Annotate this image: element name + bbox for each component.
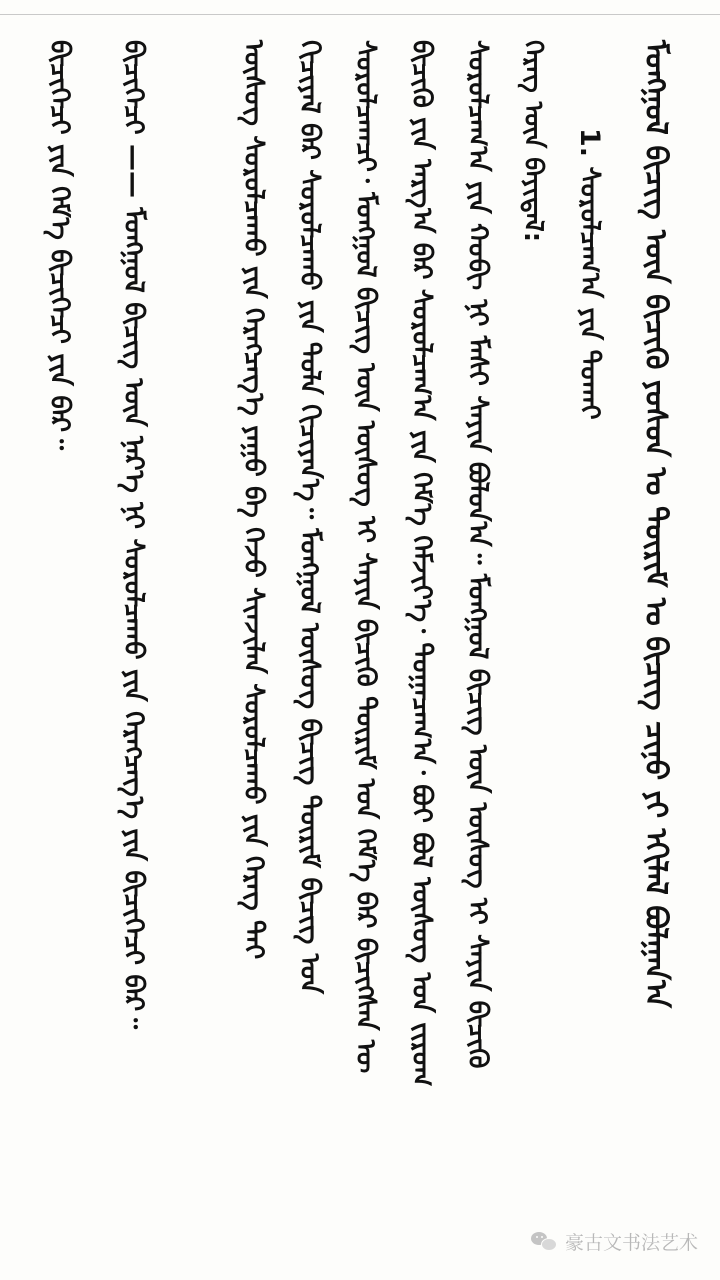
document-title: ᠮᠣᠩᠭᠣᠯ ᠪᠢᠴᠢᠭ ᠦᠨ ᠪᠢᠴᠢᠬᠦ ᠶᠣᠰᠣᠨ ᠤ ᠳᠦᠷᠢᠮ ᠤ ᠪᠢᠴᠢᠭ ᠴᠢᠨᠤ ᠶᠢ ᠡᠬᠢᠯᠡᠯ ᠪᠤᠯᠭᠠᠨ᠎ᠠ (638, 40, 673, 1009)
text-column-5: ᠦᠰᠦᠭ ᠰᠤᠷᠤᠯᠴᠠᠬᠤ ᠶᠢᠨ ᠬᠡᠷᠡᠭᠴᠡᠭ᠎ᠡ ᠶᠠᠭᠤ ᠪᠡ ᠭᠡᠵᠦ ᠰᠢᠨᠵᠢᠯᠡᠨ ᠰᠤᠷᠤᠯᠴᠠᠬᠤ ᠶᠢᠨ ᠬᠡᠷᠡᠭ ᠲᠡᠢ (238, 40, 269, 960)
watermark (531, 1224, 698, 1258)
top-divider (0, 14, 720, 15)
text-column-2: ᠪᠢᠴᠢᠬᠦ ᠶᠢᠨ ᠠᠷᠭ᠎ᠠ ᠪᠠᠷ ᠰᠤᠷᠤᠯᠴᠠᠭ᠎ᠠ ᠶᠢᠨ ᠬᠡᠮ᠎ᠡ ᠬᠡᠮᠵᠢᠶ᠎ᠡ᠂ ᠲᠣᠭᠠᠴᠠᠭ᠎ᠠ᠂ ᠪᠤᠶ ᠪᠣᠯ ᠦᠰᠦᠭ ᠤᠨ ᠵᠢᠷᠤᠭ (406, 40, 437, 1087)
text-column-3: ᠰᠤᠷᠤᠯᠴᠠᠭᠴᠢ᠂ ᠮᠣᠩᠭᠣᠯ ᠪᠢᠴᠢᠭ ᠦᠨ ᠦᠰᠦᠭ ᠢ ᠰᠠᠶᠢᠨ ᠪᠢᠴᠢᠬᠦ ᠳᠦᠷᠢᠮ ᠤᠨ ᠬᠡᠮ᠎ᠡ ᠪᠡᠷ ᠪᠢᠴᠢᠭᠰᠡᠨ ᠦ (350, 40, 381, 1074)
section-label: ᠬᠡᠷᠡᠭ ᠦᠨ ᠪᠠᠶᠢᠳᠠᠯ: (518, 40, 548, 243)
text-column-4: ᠬᠢᠴᠢᠶᠡᠯ ᠪᠠᠷ ᠰᠤᠷᠤᠯᠴᠠᠬᠤ ᠶᠢᠨ ᠲᠤᠯᠠ ᠬᠢᠴᠢᠶᠡᠨ᠎ᠡ᠃ ᠮᠣᠩᠭᠣᠯ ᠦᠰᠦᠭ ᠪᠢᠴᠢᠭ ᠳᠦᠷᠢᠮ ᠪᠢᠴᠢᠭ ᠤᠨ (294, 40, 325, 994)
section-heading: 1. ᠰᠤᠷᠤᠯᠴᠠᠭ᠎ᠠ ᠶᠢᠨ ᠲᠤᠬᠠᠢ (574, 128, 605, 420)
text-column-1: ᠰᠤᠷᠤᠯᠴᠠᠭ᠎ᠠ ᠶᠢᠨ ᠬᠤᠪᠢ ᠨᠢ ᠮᠠᠰᠢ ᠰᠠᠶᠢᠨ ᠪᠣᠯᠤᠨ᠎ᠠ᠃ ᠮᠣᠩᠭᠣᠯ ᠪᠢᠴᠢᠭ ᠦᠨ ᠦᠰᠦᠭ ᠢ ᠰᠠᠶᠢᠨ ᠪᠢᠴᠢᠬᠦ (462, 40, 493, 1069)
wechat-icon (531, 1230, 557, 1252)
text-column-7: ᠪᠢᠴᠢᠭᠡᠴᠢ ᠶᠢᠨ ᠬᠡᠮ᠎ᠡ ᠪᠢᠴᠢᠭᠡᠴᠢ ᠶᠢᠨ ᠪᠠᠷ᠃ (44, 40, 75, 450)
text-column-6: ᠪᠢᠴᠢᠭᠡᠴᠢ —— ᠮᠣᠩᠭᠣᠯ ᠪᠢᠴᠢᠭ ᠦᠨ ᠨᠡᠷ᠎ᠡ ᠨᠢ ᠰᠤᠷᠤᠯᠴᠠᠬᠤ ᠶᠢᠨ ᠬᠡᠷᠡᠭᠴᠡᠭ᠎ᠡ ᠶᠢᠨ ᠪᠢᠴᠢᠭᠡᠴᠢ ᠪᠡᠷ᠃ (118, 40, 149, 1030)
watermark-text: 豪古文书法艺术 (564, 1231, 698, 1254)
